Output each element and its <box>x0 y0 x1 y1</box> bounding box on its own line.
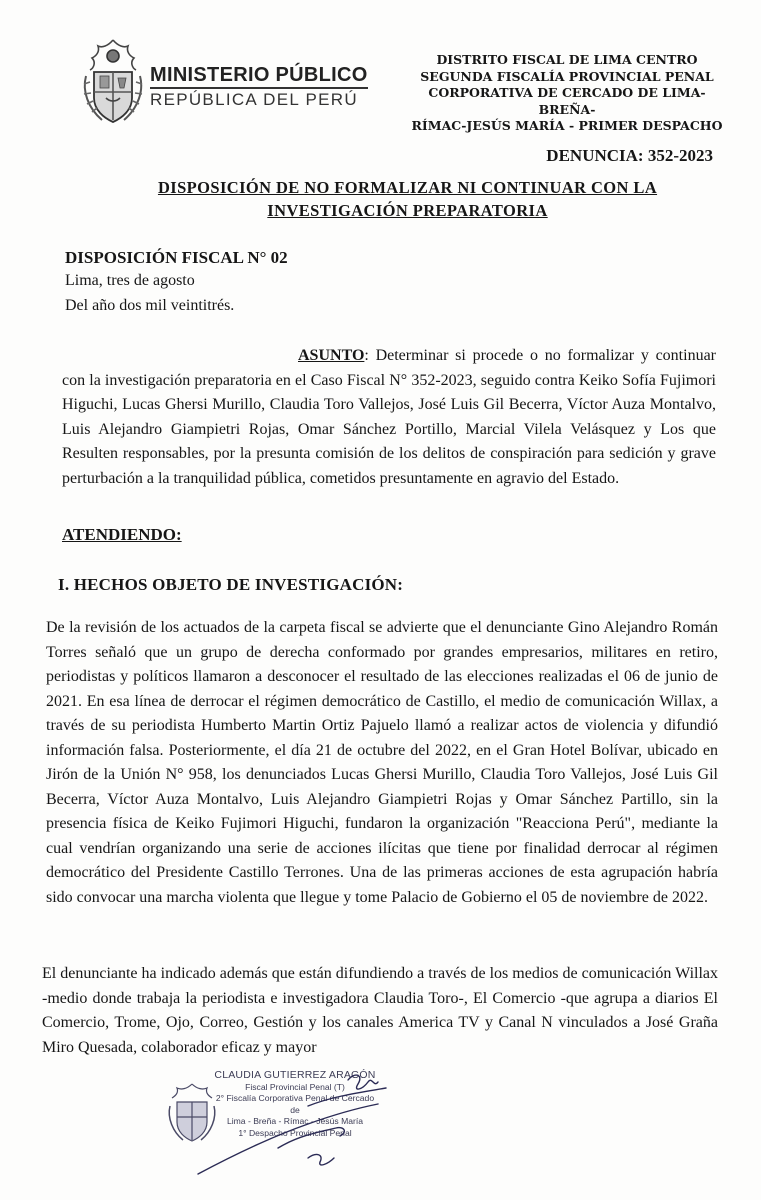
asunto-text: : Determinar si procede o no formalizar y continuar con la investigación preparatoria en el Caso Fiscal N° 352-2023, seguido contra Keiko Sofía Fujimori Higuchi, Lucas Ghersi Murillo, Claudia Toro Vallejos, José Luis Gil Becerra, Víctor Auza Montalvo, Luis Alejandro Giampietri Rojas, Omar Sánchez Portillo, Marcial Vilela Velásquez y Los que Resulten responsables, por la presunta comisión de los delitos de conspiración para sedición y grave perturbación a la tranquilidad pública, cometidos presuntamente en agravio del Estado. <box>62 347 716 487</box>
title-line: DISPOSICIÓN DE NO FORMALIZAR NI CONTINUAR CON LA <box>157 178 658 197</box>
asunto-label: ASUNTO <box>298 347 365 364</box>
stamp-name: CLAUDIA GUTIERREZ ARAGÓN <box>214 1069 376 1081</box>
disposition-heading: DISPOSICIÓN FISCAL N° 02 <box>65 248 288 267</box>
asunto-paragraph <box>62 344 716 491</box>
office-line: RÍMAC-JESÚS MARÍA - PRIMER DESPACHO <box>411 118 723 133</box>
office-header <box>408 52 726 135</box>
handwritten-signature <box>158 1066 408 1186</box>
facts-paragraph-2: El denunciante ha indicado además que están difundiendo a través de los medios de comunicación Willax -medio donde trabaja la periodista e investigadora Claudia Toro-, El Comercio -que agrupa a diarios El Comercio, Trome, Ojo, Correo, Gestión y los canales America TV y Canal N vinculados a José Graña Miro Quesada, colaborador eficaz y mayor <box>42 965 718 1056</box>
place-date: Lima, tres de agosto <box>65 272 195 289</box>
document-title <box>130 176 685 222</box>
ministry-subtitle: REPÚBLICA DEL PERÚ <box>150 90 358 109</box>
ministry-title: MINISTERIO PÚBLICO <box>150 64 368 89</box>
case-number: DENUNCIA: 352-2023 <box>546 146 713 165</box>
office-line: CORPORATIVA DE CERCADO DE LIMA-BREÑA- <box>428 85 706 117</box>
atendiendo-heading: ATENDIENDO: <box>62 525 182 544</box>
section-heading: I. HECHOS OBJETO DE INVESTIGACIÓN: <box>58 575 404 594</box>
date-year: Del año dos mil veintitrés. <box>65 297 235 314</box>
office-line: DISTRITO FISCAL DE LIMA CENTRO <box>436 52 698 67</box>
stamp-line: Fiscal Provincial Penal (T) <box>245 1081 345 1092</box>
facts-paragraph-1: De la revisión de los actuados de la carpeta fiscal se advierte que el denunciante Gino Alejandro Román Torres señaló que un grupo de derecha conformado por grandes empresarios, militares en retiro, periodistas y políticos llamaron a desconocer el resultado de las elecciones realizadas el 06 de junio de 2021. En esa línea de derrocar el régimen democrático de Castillo, el medio de comunicación Willax, a través de su periodista Humberto Martin Ortiz Pajuelo llamó a realizar actos de violencia y difundió información falsa. Posteriormente, el día 21 de octubre del 2022, en el Gran Hotel Bolívar, ubicado en Jirón de la Unión N° 958, los denunciados Lucas Ghersi Murillo, Claudia Toro Vallejos, José Luis Gil Becerra, Víctor Auza Montalvo, Luis Alejandro Giampietri Rojas y Omar Sánchez Partillo, sin la presencia física de Keiko Fujimori Higuchi, fundaron la organización "Reacciona Perú", mediante la cual vendrían organizando una serie de acciones ilícitas que tiene por finalidad derrocar al régimen democrático del Presidente Castillo Terrones. Una de las primeras acciones de esta agrupación habría sido convocar una marcha violenta que llegue y tome Palacio de Gobierno el 05 de noviembre de 2022. <box>46 619 718 906</box>
stamp-line: 1° Despacho Provincial Penal <box>238 1127 352 1138</box>
stamp-line: 2° Fiscalía Corporativa Penal de Cercado de <box>215 1093 375 1115</box>
office-line: SEGUNDA FISCALÍA PROVINCIAL PENAL <box>420 68 714 84</box>
title-line: INVESTIGACIÓN PREPARATORIA <box>267 201 548 220</box>
ministry-logotype <box>150 64 368 111</box>
coat-of-arms-logo <box>78 36 148 128</box>
stamp-line: Lima - Breña - Rímac - Jesús María <box>226 1116 364 1127</box>
